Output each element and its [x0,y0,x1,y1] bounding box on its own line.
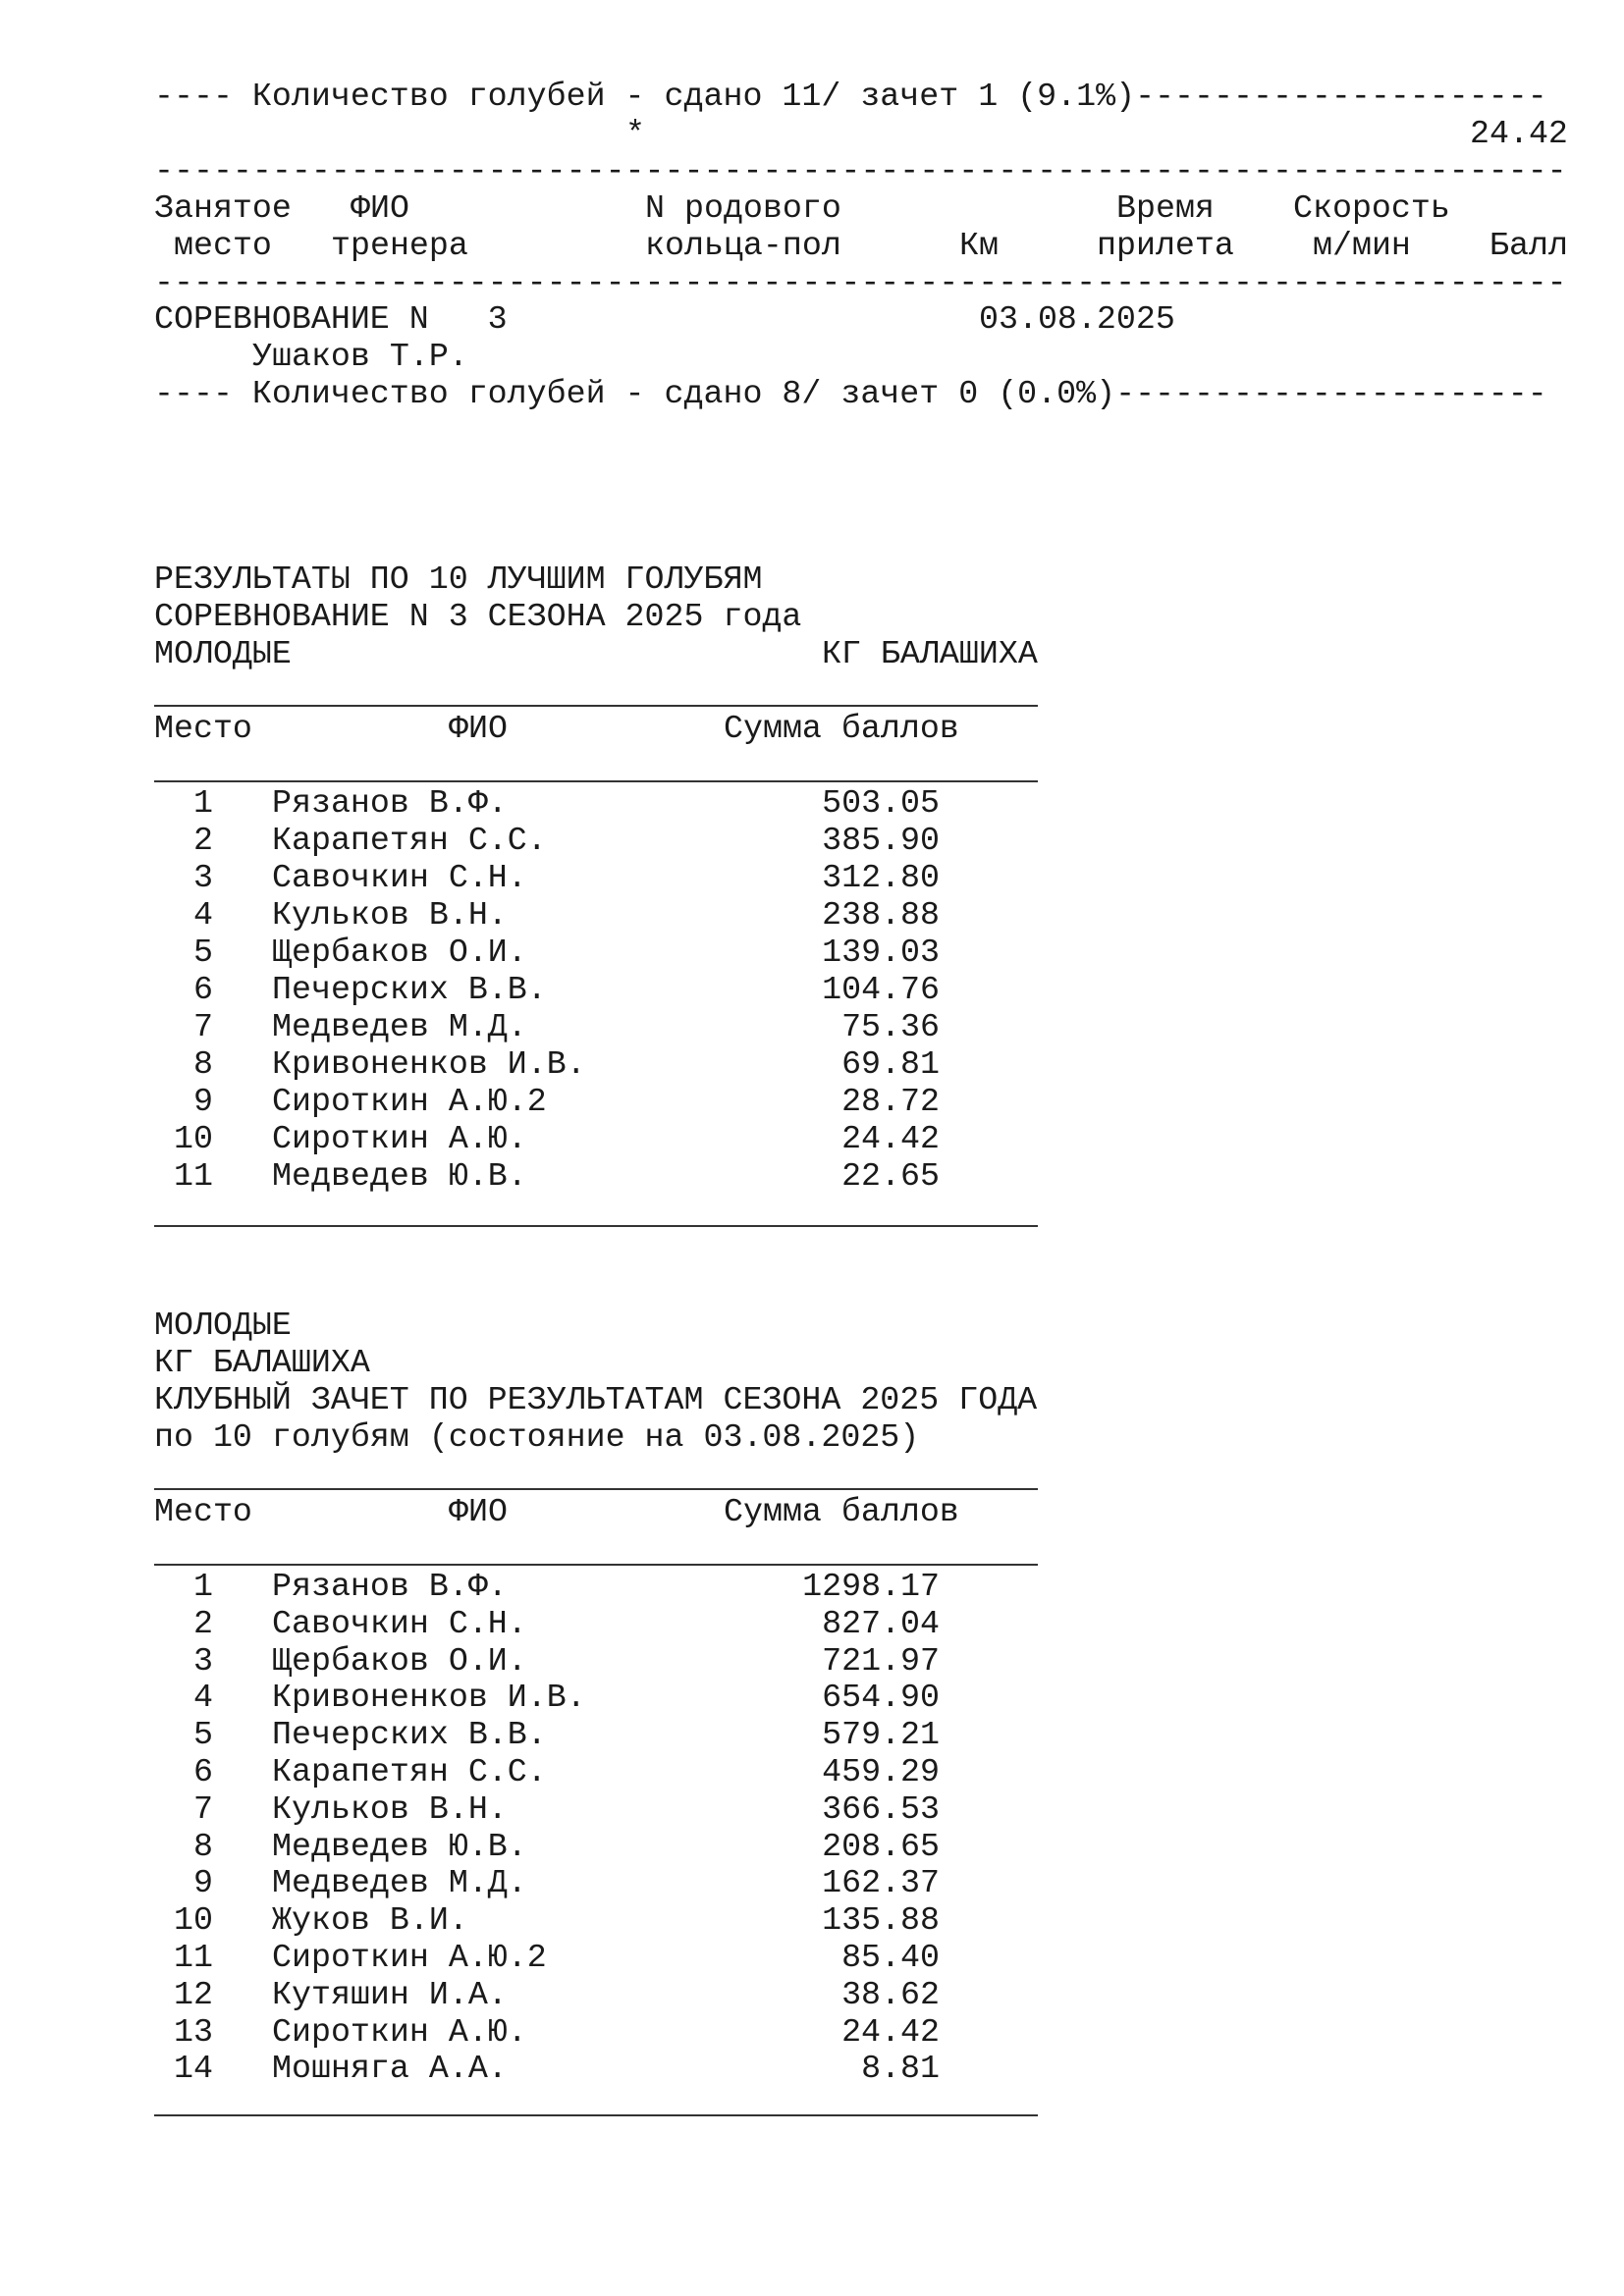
season-category: МОЛОДЫЕ [154,1307,292,1344]
row-place: 14 [174,2050,213,2088]
row-sum: 85.40 [841,1939,940,1976]
row-place: 3 [193,1641,213,1680]
row-name: Щербаков О.И. [272,1641,527,1680]
season-header-row [154,1493,1038,1530]
header-place-2: место [174,227,272,264]
row-name: Печерских В.В. [272,1716,547,1754]
row-place: 2 [193,822,213,859]
header-speed-2: м/мин [1313,227,1411,264]
row-sum: 22.65 [841,1157,940,1195]
table-row [154,1008,1038,1045]
row-sum: 654.90 [822,1679,940,1717]
separator-dashes: ------------------------------------------------------------------------ [154,152,1567,189]
table-row [154,784,1038,822]
row-place: 10 [174,1120,213,1157]
header-name: ФИО [351,189,409,227]
row-sum: 366.53 [822,1789,940,1828]
row-name: Щербаков О.И. [272,934,527,971]
row-place: 2 [193,1604,213,1642]
row-name: Сироткин А.Ю.2 [272,1939,547,1976]
row-name: Медведев М.Д. [272,1864,527,1902]
table-row [154,1568,1038,1605]
row-sum: 503.05 [822,784,940,822]
trainer-name: Ушаков Т.Р. [252,338,468,375]
row-sum: 238.88 [822,896,940,934]
table-row [154,1083,1038,1120]
row-name: Жуков В.И. [272,1901,468,1940]
table-row [154,1716,1038,1753]
row-place: 8 [193,1045,213,1083]
best10-title: РЕЗУЛЬТАТЫ ПО 10 ЛУЧШИМ ГОЛУБЯМ [154,561,763,598]
row-place: 9 [193,1083,213,1120]
row-name: Савочкин С.Н. [272,859,527,896]
pigeon-count-line-2: ---- Количество голубей - сдано 8/ зачет 0 (0.0%)---------------------- [154,375,1547,412]
row-sum: 24.42 [841,1120,940,1157]
table-row [154,1976,1038,2013]
header-name-2: тренера [331,227,468,264]
col-place: Место [154,710,252,747]
row-sum: 827.04 [822,1604,940,1642]
row-place: 5 [193,934,213,971]
row-sum: 162.37 [822,1864,940,1902]
competition-date: 03.08.2025 [979,300,1175,338]
row-name: Кривоненков И.В. [272,1045,586,1083]
header-ring-2: кольца-пол [645,227,841,264]
result-score: 24.42 [1470,115,1568,152]
row-sum: 135.88 [822,1901,940,1940]
header-time: Время [1116,189,1215,227]
header-km: Км [959,227,999,264]
season-bottom-rule [154,2114,1038,2116]
best10-bottom-rule [154,1225,1038,1227]
row-sum: 721.97 [822,1641,940,1680]
best10-subtitle: СОРЕВНОВАНИЕ N 3 СЕЗОНА 2025 года [154,598,802,635]
header-place: Занятое [154,189,292,227]
row-place: 9 [193,1864,213,1902]
row-place: 13 [174,2012,213,2051]
row-sum: 1298.17 [802,1568,940,1605]
table-row [154,2013,1038,2051]
competition-row [154,300,1568,338]
result-row [154,115,1568,152]
row-sum: 75.36 [841,1008,940,1045]
pigeon-count-line-1: ---- Количество голубей - сдано 11/ зачет 1 (9.1%)--------------------- [154,78,1547,115]
col-name: ФИО [449,710,508,747]
row-place: 7 [193,1789,213,1828]
table-row [154,1939,1038,1976]
row-sum: 28.72 [841,1083,940,1120]
row-name: Сироткин А.Ю. [272,2012,527,2051]
table-row [154,822,1038,859]
col-sum: Сумма баллов [724,1493,959,1530]
row-name: Медведев Ю.В. [272,1157,527,1195]
row-place: 11 [174,1939,213,1976]
table-row [154,934,1038,971]
row-place: 12 [174,1975,213,2013]
row-place: 5 [193,1716,213,1754]
row-sum: 8.81 [861,2050,940,2088]
header-row-1 [154,189,1568,227]
row-name: Кульков В.Н. [272,896,508,934]
row-name: Кутяшин И.А. [272,1975,508,2013]
row-place: 8 [193,1827,213,1865]
table-row [154,1157,1038,1195]
row-name: Сироткин А.Ю.2 [272,1083,547,1120]
row-name: Карапетян С.С. [272,1753,547,1790]
table-row [154,1120,1038,1157]
row-place: 11 [174,1157,213,1195]
row-sum: 459.29 [822,1753,940,1790]
row-sum: 312.80 [822,859,940,896]
table-row [154,1864,1038,1901]
row-name: Рязанов В.Ф. [272,1568,508,1605]
table-row [154,1828,1038,1865]
table-row [154,1753,1038,1790]
header-points: Балл [1489,227,1568,264]
col-name: ФИО [449,1493,508,1530]
season-club: КГ БАЛАШИХА [154,1344,370,1381]
row-name: Мошняга А.А. [272,2050,508,2088]
table-row [154,2050,1038,2087]
separator-dashes-2: ------------------------------------------------------------------------ [154,264,1567,301]
header-row-2 [154,227,1568,264]
table-row [154,1679,1038,1716]
row-place: 7 [193,1008,213,1045]
row-place: 4 [193,896,213,934]
header-time-2: прилета [1097,227,1234,264]
season-top-rule [154,1488,1038,1490]
best10-category: МОЛОДЫЕ [154,635,292,672]
table-row [154,1901,1038,1939]
best10-header-row [154,710,1038,747]
row-name: Кривоненков И.В. [272,1679,586,1717]
table-row [154,1642,1038,1680]
row-sum: 579.21 [822,1716,940,1754]
best10-header-rule [154,780,1038,782]
table-row [154,1045,1038,1083]
header-ring: N родового [645,189,841,227]
row-name: Медведев Ю.В. [272,1827,527,1865]
best10-top-rule [154,705,1038,707]
table-row [154,1605,1038,1642]
row-name: Медведев М.Д. [272,1008,527,1045]
col-sum: Сумма баллов [724,710,959,747]
row-place: 6 [193,1753,213,1790]
row-sum: 208.65 [822,1827,940,1865]
row-place: 4 [193,1679,213,1717]
row-name: Кульков В.Н. [272,1789,508,1828]
trainer-row [154,338,1568,375]
credit-star: * [625,115,645,152]
table-row [154,896,1038,934]
header-speed: Скорость [1293,189,1450,227]
table-row [154,1790,1038,1828]
row-name: Рязанов В.Ф. [272,784,508,822]
row-sum: 69.81 [841,1045,940,1083]
season-header-rule [154,1564,1038,1566]
row-name: Печерских В.В. [272,971,547,1008]
best10-meta-row [154,635,1038,672]
row-sum: 38.62 [841,1975,940,2013]
best10-club: КГ БАЛАШИХА [822,635,1038,672]
table-row [154,971,1038,1008]
table-row [154,859,1038,896]
row-place: 6 [193,971,213,1008]
row-place: 3 [193,859,213,896]
row-sum: 104.76 [822,971,940,1008]
row-sum: 139.03 [822,934,940,971]
row-place: 1 [193,784,213,822]
row-name: Сироткин А.Ю. [272,1120,527,1157]
row-sum: 24.42 [841,2012,940,2051]
row-place: 1 [193,1568,213,1605]
row-sum: 385.90 [822,822,940,859]
season-subtitle: по 10 голубям (состояние на 03.08.2025) [154,1418,920,1456]
competition-label: СОРЕВНОВАНИЕ N 3 [154,300,508,338]
row-place: 10 [174,1901,213,1940]
season-title: КЛУБНЫЙ ЗАЧЕТ ПО РЕЗУЛЬТАТАМ СЕЗОНА 2025 ГОДА [154,1381,1038,1418]
row-name: Карапетян С.С. [272,822,547,859]
col-place: Место [154,1493,252,1530]
row-name: Савочкин С.Н. [272,1604,527,1642]
